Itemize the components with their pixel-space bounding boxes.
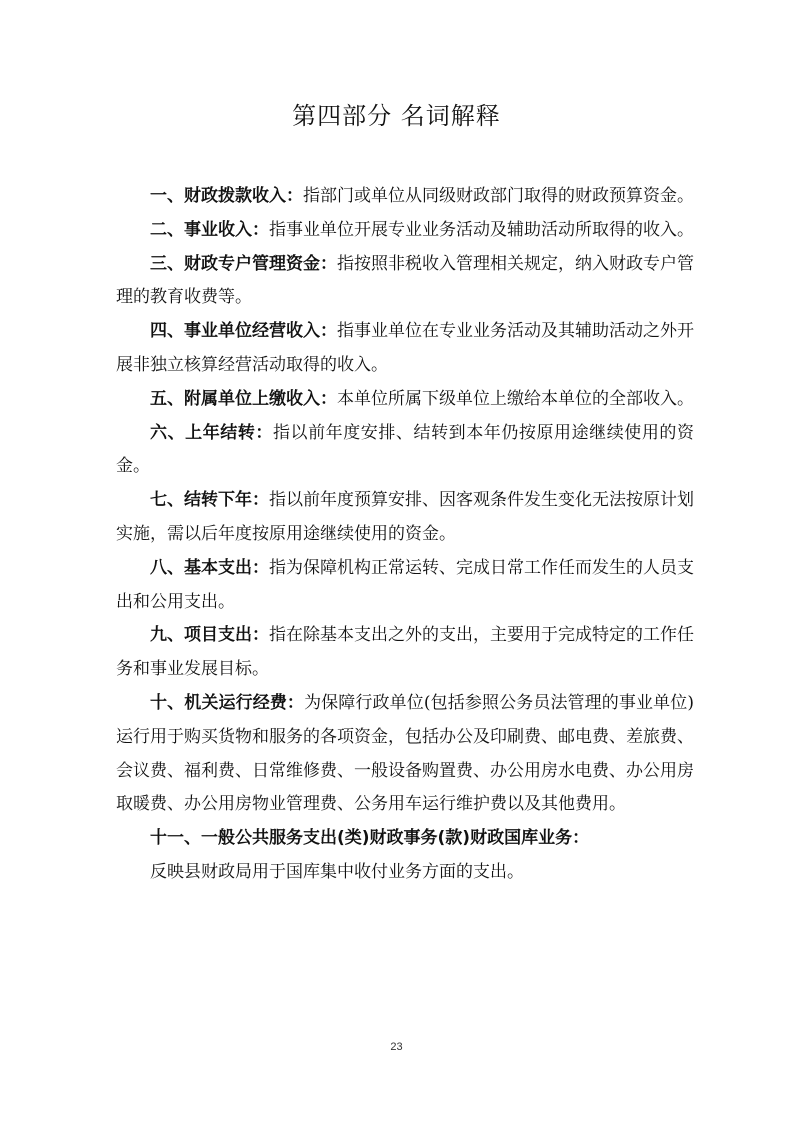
definition-text: 指部门或单位从同级财政部门取得的财政预算资金。 [303,186,694,206]
definition-term: 十、机关运行经费： [150,692,305,713]
definition-text: 指以前年度安排、结转到本年仍按原用途继续使用的资金。 [116,422,695,477]
definition-text: 为保障行政单位(包括参照公务员法管理的事业单位)运行用于购买货物和服务的各项资金，包括办公及印刷费、邮电费、差旅费、会议费、福利费、日常维修费、一般设备购置费、办公用房水电费、办公用房取暖费、办公用房物业管理费、公务用车运行维护费以及其他费用。 [116,692,695,815]
page-number: 23 [390,1041,403,1053]
definition-item [116,248,694,316]
definition-term: 一、财政拨款收入： [150,186,303,206]
definition-text: 反映县财政局用于国库集中收付业务方面的支出。 [150,861,524,882]
definition-item [116,552,694,620]
definition-text: 指在除基本支出之外的支出，主要用于完成特定的工作任务和事业发展目标。 [116,625,694,680]
definition-item [116,383,694,417]
definition-term: 六、上年结转： [150,422,273,443]
page-title: 第四部分 名词解释 [292,102,501,130]
definitions-list [116,180,694,890]
definition-item [116,214,694,248]
definition-text: 指为保障机构正常运转、完成日常工作任而发生的人员支出和公用支出。 [116,557,694,612]
definition-text: 指以前年度预算安排、因客观条件发生变化无法按原计划实施，需以后年度按原用途继续使用的资金。 [116,490,694,544]
definition-term: 二、事业收入： [150,219,269,240]
definition-term: 八、基本支出： [150,557,269,578]
definition-item [116,315,694,383]
definition-text: 指事业单位在专业业务活动及其辅助活动之外开展非独立核算经营活动取得的收入。 [116,321,694,375]
definition-item [116,417,694,485]
definition-term: 三、财政专户管理资金： [150,253,337,274]
definition-term: 五、附属单位上缴收入： [150,388,337,409]
definition-item [116,687,694,822]
definition-item [116,180,694,214]
definition-term: 十一、一般公共服务支出(类)财政事务(款)财政国库业务： [150,828,590,849]
definition-item [116,822,694,856]
definition-term: 七、结转下年： [150,490,269,511]
definition-term: 九、项目支出： [150,625,269,646]
definition-text: 本单位所属下级单位上缴给本单位的全部收入。 [337,388,694,409]
definition-item [116,856,694,890]
definition-item [116,619,694,687]
definition-item [116,484,694,552]
definition-term: 四、事业单位经营收入： [150,321,337,342]
definition-text: 指按照非税收入管理相关规定，纳入财政专户管理的教育收费等。 [116,253,694,308]
definition-text: 指事业单位开展专业业务活动及辅助活动所取得的收入。 [269,219,694,240]
